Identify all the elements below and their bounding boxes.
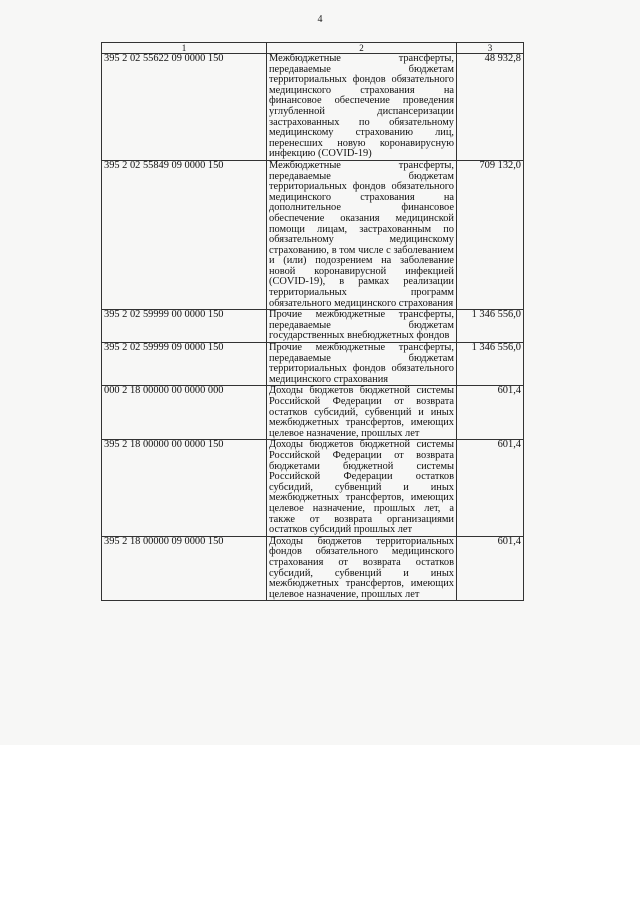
revenue-description: Доходы бюджетов бюджетной системы Российской Федерации от возврата остатков субсидий, субвенций и иных межбюджетных трансфертов, имеющих целевое назначение, прошлых лет	[267, 386, 457, 440]
table-row	[102, 54, 524, 161]
revenue-description: Межбюджетные трансферты, передаваемые бюджетам территориальных фондов обязательного медицинского страхования на дополнительное финансовое обеспечение оказания медицинской помощи лицам, застрахованным по обязательному медицинскому страхованию, в том числе с заболеванием и (или) подозрением на заболевание новой коронавирусной инфекцией (COVID-19), в рамках реализации территориальных программ обязательного медицинского страхования	[267, 160, 457, 309]
revenue-description: Межбюджетные трансферты, передаваемые бюджетам территориальных фондов обязательного медицинского страхования на финансовое обеспечение проведения углубленной диспансеризации застрахованных по обязательному медицинскому страхованию лиц, перенесших новую коронавирусную инфекцию (COVID-19)	[267, 54, 457, 161]
page-number: 4	[317, 14, 323, 25]
budget-code: 395 2 02 59999 09 0000 150	[102, 343, 267, 386]
revenue-description: Прочие межбюджетные трансферты, передаваемые бюджетам государственных внебюджетных фондов	[267, 310, 457, 343]
table-row	[102, 386, 524, 440]
amount-value: 1 346 556,0	[457, 310, 524, 343]
column-header-description: 2	[267, 43, 457, 54]
revenue-description: Доходы бюджетов территориальных фондов обязательного медицинского страхования от возврата остатков субсидий, субвенций и иных межбюджетных трансфертов, имеющих целевое назначение, прошлых лет	[267, 536, 457, 601]
column-header-code: 1	[102, 43, 267, 54]
column-header-amount: 3	[457, 43, 524, 54]
amount-value: 601,4	[457, 536, 524, 601]
revenue-description: Доходы бюджетов бюджетной системы Российской Федерации от возврата бюджетами бюджетной системы Российской Федерации остатков субсидий, субвенций и иных межбюджетных трансфертов, имеющих целевое назначение, прошлых лет, а также от возврата организациями остатков субсидий прошлых лет	[267, 440, 457, 536]
amount-value: 1 346 556,0	[457, 343, 524, 386]
budget-code: 395 2 02 59999 00 0000 150	[102, 310, 267, 343]
table-row	[102, 440, 524, 536]
table-row	[102, 160, 524, 309]
budget-code: 395 2 02 55622 09 0000 150	[102, 54, 267, 161]
budget-revenue-table	[101, 42, 524, 601]
table-row	[102, 536, 524, 601]
budget-code: 395 2 18 00000 09 0000 150	[102, 536, 267, 601]
table-header-row	[102, 43, 524, 54]
table-row	[102, 310, 524, 343]
revenue-description: Прочие межбюджетные трансферты, передаваемые бюджетам территориальных фондов обязательного медицинского страхования	[267, 343, 457, 386]
amount-value: 48 932,8	[457, 54, 524, 161]
amount-value: 601,4	[457, 440, 524, 536]
blank-area	[0, 745, 640, 905]
table-row	[102, 343, 524, 386]
budget-code: 000 2 18 00000 00 0000 000	[102, 386, 267, 440]
budget-code: 395 2 02 55849 09 0000 150	[102, 160, 267, 309]
amount-value: 601,4	[457, 386, 524, 440]
budget-code: 395 2 18 00000 00 0000 150	[102, 440, 267, 536]
amount-value: 709 132,0	[457, 160, 524, 309]
